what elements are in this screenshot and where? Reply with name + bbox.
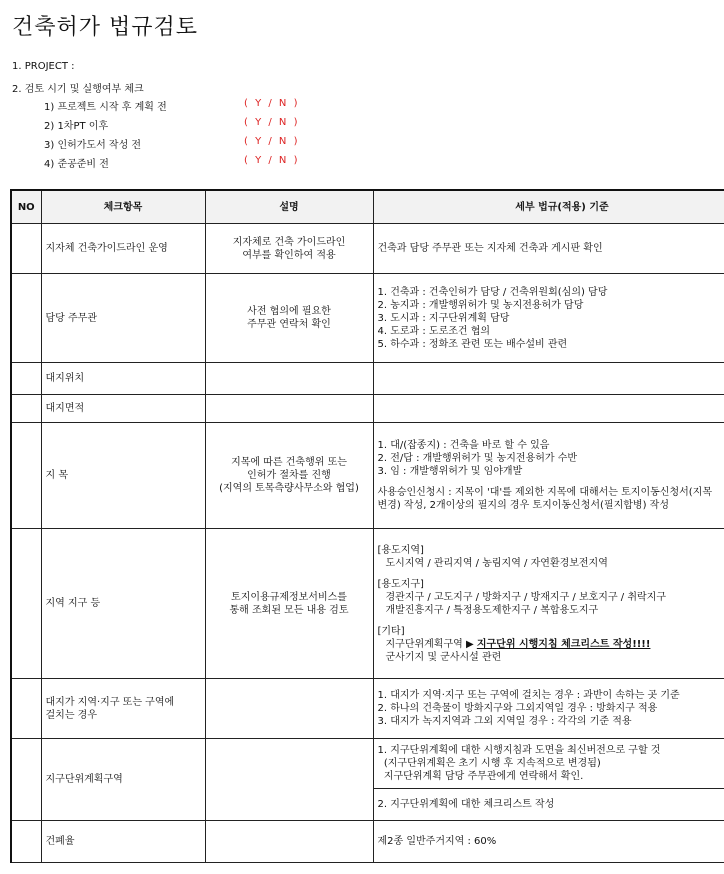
table-row (11, 529, 724, 679)
zone-values: 경관지구 / 고도지구 / 방화지구 / 방재지구 / 보호지구 / 취락지구 (385, 591, 666, 603)
row-detail-cell (373, 395, 724, 423)
row-desc-cell (205, 679, 373, 739)
check-yn-1: ( Y / N ) (244, 98, 300, 109)
detail-line: 1. 지구단위계획에 대한 시행지침과 도면을 최신버전으로 구할 것 (377, 745, 661, 756)
detail-line: 3. 대지가 녹지지역과 그외 지역일 경우 : 각각의 기준 적용 (377, 716, 632, 727)
row-item-cell: 대지위치 (41, 363, 205, 395)
row-desc-cell: 사전 협의에 필요한 주무관 연락처 확인 (205, 274, 373, 363)
row-item-cell: 대지면적 (41, 395, 205, 423)
table-row (11, 363, 724, 395)
row-no-cell (11, 423, 41, 529)
row-desc-cell (205, 363, 373, 395)
row-no-cell (11, 739, 41, 821)
row-no-cell (11, 363, 41, 395)
check-label-4: 4) 준공준비 전 (44, 159, 109, 170)
check-label-1: 1) 프로젝트 시작 후 계획 전 (44, 102, 167, 113)
detail-line: (지구단위계획은 초기 시행 후 지속적으로 변경됨) (377, 758, 601, 769)
row-desc-cell (205, 395, 373, 423)
row-no-cell (11, 679, 41, 739)
detail-line: 5. 하수과 : 정화조 관련 또는 배수설비 관련 (377, 338, 568, 350)
detail-line: 2. 농지과 : 개발행위허가 및 농지전용허가 담당 (377, 299, 584, 311)
detail-line: 지구단위계획 담당 주무관에게 연락해서 확인. (377, 771, 584, 782)
detail-line: 1. 건축과 : 건축인허가 담당 / 건축위원회(심의) 담당 (377, 286, 608, 298)
review-label: 2. 검토 시기 및 실행여부 체크 (12, 84, 144, 95)
row-detail-cell: 2. 지구단위계획에 대한 체크리스트 작성 (373, 789, 724, 821)
table-header-row (11, 190, 724, 224)
detail-line: 2. 전/답 : 개발행위허가 및 농지전용허가 수반 (377, 453, 578, 464)
table-row (11, 395, 724, 423)
check-label-3: 3) 인허가도서 작성 전 (44, 140, 142, 151)
row-item-cell: 건폐율 (41, 821, 205, 863)
row-detail-cell (373, 529, 724, 679)
detail-line: 3. 도시과 : 지구단위계획 담당 (377, 312, 510, 324)
table-row (11, 739, 724, 789)
row-detail-cell: 건축과 담당 주무관 또는 지자체 건축과 게시판 확인 (373, 224, 724, 274)
row-no-cell (11, 529, 41, 679)
checklist-link[interactable]: 지구단위 시행지침 체크리스트 작성!!!! (476, 638, 651, 650)
row-desc-cell (205, 739, 373, 821)
zone-item: 지구단위계획구역 ▶ (385, 638, 474, 650)
row-item-cell: 대지가 지역·지구 또는 구역에 걸치는 경우 (41, 679, 205, 739)
zone-heading: [용도지구] (377, 578, 424, 590)
row-item-cell: 담당 주무관 (41, 274, 205, 363)
row-no-cell (11, 224, 41, 274)
detail-line: 4. 도로과 : 도로조건 협의 (377, 325, 491, 337)
header-no: NO (11, 190, 41, 224)
project-label: 1. PROJECT : (12, 61, 75, 72)
row-item-cell: 지구단위계획구역 (41, 739, 205, 821)
page-title: 건축허가 법규검토 (12, 15, 199, 40)
detail-line: 3. 임 : 개발행위허가 및 임야개발 (377, 466, 523, 477)
row-desc-cell: 지자체로 건축 가이드라인 여부를 확인하여 적용 (205, 224, 373, 274)
header-item: 체크항목 (41, 190, 205, 224)
zone-values: 개발진흥지구 / 특정용도제한지구 / 복합용도지구 (385, 604, 599, 616)
detail-note: 사용승인신청시 : 지목이 '대'를 제외한 지목에 대해서는 토지이동신청서(지목변경) 작성, 2개이상의 필지의 경우 토지이동신청서(필지합병) 작성 (377, 487, 712, 511)
zone-values (378, 638, 724, 651)
header-detail: 세부 법규(적용) 기준 (373, 190, 724, 224)
row-no-cell (11, 395, 41, 423)
table-row (11, 423, 724, 529)
row-detail-cell (373, 274, 724, 363)
row-detail-cell: 제2종 일반주거지역 : 60% (373, 821, 724, 863)
table-row (11, 274, 724, 363)
row-desc-cell (205, 821, 373, 863)
table-row (11, 224, 724, 274)
check-label-2: 2) 1차PT 이후 (44, 121, 109, 132)
row-item-cell: 지 목 (41, 423, 205, 529)
row-desc-cell: 토지이용규제정보서비스를 통해 조회된 모든 내용 검토 (205, 529, 373, 679)
table-row (11, 679, 724, 739)
row-item-cell: 지자체 건축가이드라인 운영 (41, 224, 205, 274)
row-detail-cell (373, 423, 724, 529)
row-desc-cell: 지목에 따른 건축행위 또는 인허가 절차를 진행 (지역의 토목측량사무소와 협업) (205, 423, 373, 529)
row-no-cell (11, 821, 41, 863)
zone-values: 도시지역 / 관리지역 / 농림지역 / 자연환경보전지역 (385, 557, 608, 569)
row-detail-cell (373, 679, 724, 739)
header-desc: 설명 (205, 190, 373, 224)
table-row (11, 821, 724, 863)
check-yn-3: ( Y / N ) (244, 136, 300, 147)
detail-line: 1. 대지가 지역·지구 또는 구역에 걸치는 경우 : 과반이 속하는 곳 기준 (377, 690, 680, 701)
row-item-cell: 지역 지구 등 (41, 529, 205, 679)
zone-heading: [기타] (377, 625, 405, 637)
check-yn-4: ( Y / N ) (244, 155, 300, 166)
row-detail-cell (373, 363, 724, 395)
row-detail-cell (373, 739, 724, 789)
zone-heading: [용도지역] (377, 544, 424, 556)
detail-line: 1. 대/(잡종지) : 건축을 바로 할 수 있음 (377, 440, 550, 451)
zone-values: 군사기지 및 군사시설 관련 (385, 651, 502, 663)
review-table (10, 189, 724, 863)
detail-line: 2. 하나의 건축물이 방화지구와 그외지역일 경우 : 방화지구 적용 (377, 703, 658, 714)
check-yn-2: ( Y / N ) (244, 117, 300, 128)
row-no-cell (11, 274, 41, 363)
